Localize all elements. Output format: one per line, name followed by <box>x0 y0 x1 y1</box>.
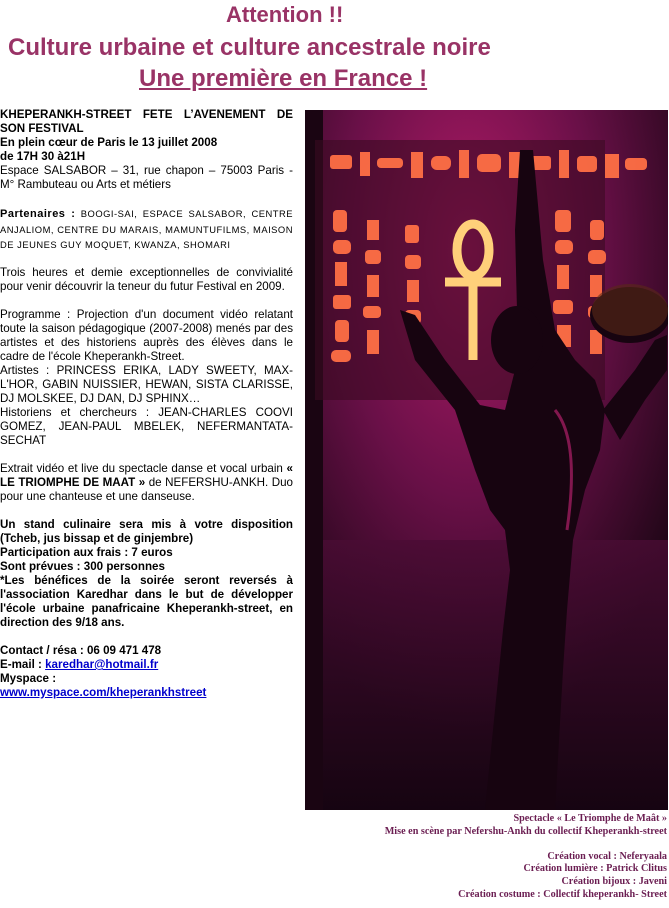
partners-block <box>0 206 293 252</box>
programme-text: Programme : Projection d'un document vidéo relatant toute la saison pédagogique (2007-2008) menés par des artistes et des historiens auprès des élèves dans le cadre de l'école Kheperankh-Street. <box>0 308 293 363</box>
contact-email-line <box>0 658 293 672</box>
partners-list: BOOGI-SAI, ESPACE SALSABOR, CENTRE ANJALIOM, CENTRE DU MARAIS, MAMUNTUFILMS, MAISON DE JEUNES GUY MOQUET, KWANZA, SHOMARI <box>0 208 293 250</box>
intro-text: Trois heures et demie exceptionnelles de convivialité pour venir découvrir la teneur du futur Festival en 2009. <box>0 266 293 293</box>
email-link[interactable]: karedhar@hotmail.fr <box>45 658 159 671</box>
credit-costume: Création costume : Collectif kheperankh- Street <box>458 888 667 900</box>
stand-info: Un stand culinaire sera mis à votre disposition (Tcheb, jus bissap et de ginjembre) <box>0 518 293 545</box>
myspace-line <box>0 686 293 700</box>
artistes-text: Artistes : PRINCESS ERIKA, LADY SWEETY, MAX-L'HOR, GABIN NUISSIER, HEWAN, SISTA CLARISSE, DJ MOLSKEE, DJ DAN, DJ SPHINX… <box>0 364 293 405</box>
event-time: de 17H 30 à21H <box>0 150 86 163</box>
attendance-info: Sont prévues : 300 personnes <box>0 560 165 573</box>
benefits-info: *Les bénéfices de la soirée seront reversés à l'association Karedhar dans le but de développer l'école urbaine panafricaine Kheperankh-street, en direction des 9/18 ans. <box>0 574 293 629</box>
credit-spectacle: Spectacle « Le Triomphe de Maât » <box>513 813 667 824</box>
credit-bijoux: Création bijoux : Javeni <box>561 876 667 888</box>
partners-label: Partenaires : <box>0 208 76 220</box>
email-label: E-mail : <box>0 658 42 671</box>
credit-lumiere: Création lumière : Patrick Clitus <box>523 863 667 875</box>
headline-premiere: Une première en France ! <box>139 65 428 92</box>
credit-mise-en-scene: Mise en scène par Nefershu-Ankh du collectif Kheperankh-street <box>384 825 667 837</box>
headline-attention: Attention !! <box>226 2 344 27</box>
headline-culture: Culture urbaine et culture ancestrale noire <box>8 34 491 61</box>
myspace-label: Myspace : <box>0 672 57 685</box>
event-date: En plein cœur de Paris le 13 juillet 2008 <box>0 136 218 149</box>
myspace-link[interactable]: www.myspace.com/kheperankhstreet <box>0 686 207 699</box>
extrait-after: de NEFERSHU-ANKH. Duo pour une chanteuse et une danseuse. <box>0 476 293 503</box>
event-venue: Espace SALSABOR – 31, rue chapon – 75003 Paris - M° Rambuteau ou Arts et métiers <box>0 164 293 191</box>
extrait-text <box>0 462 293 504</box>
dancer-hieroglyph-image <box>305 110 668 810</box>
historiens-text: Historiens et chercheurs : JEAN-CHARLES COOVI GOMEZ, JEAN-PAUL MBELEK, NEFERMANTATA-SECHAT <box>0 406 293 447</box>
extrait-before: Extrait vidéo et live du spectacle danse et vocal urbain <box>0 462 283 475</box>
event-title: KHEPERANKH-STREET FETE L’AVENEMENT DE SON FESTIVAL <box>0 108 293 135</box>
performance-credits <box>307 813 667 902</box>
credit-vocal: Création vocal : Neferyaala <box>547 850 667 862</box>
contact-phone: Contact / résa : 06 09 471 478 <box>0 644 162 657</box>
event-description-column <box>0 108 293 700</box>
participation-info: Participation aux frais : 7 euros <box>0 546 173 559</box>
performance-photo <box>305 110 668 810</box>
show-title: « LE TRIOMPHE DE MAAT » <box>0 462 293 489</box>
